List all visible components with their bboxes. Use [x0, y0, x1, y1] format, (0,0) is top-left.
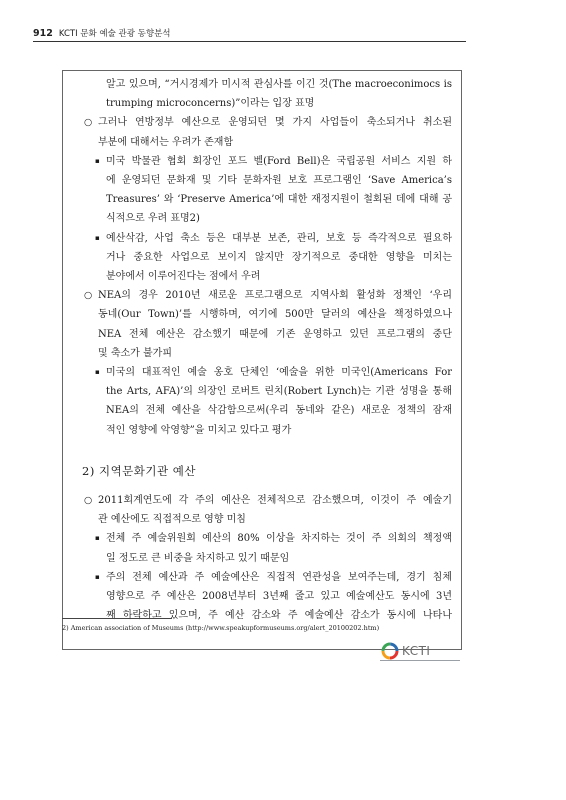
- circle-bullet-icon: ○: [84, 495, 93, 507]
- text-line: 에 운영되던 문화재 및 기타 문화자원 보호 프로그램인 ‘Save America’s: [106, 175, 452, 187]
- text-line: 적인 영향에 악영향”을 미치고 있다고 평가: [106, 424, 292, 436]
- page-header: [33, 26, 533, 40]
- footnote-rule: [62, 618, 172, 619]
- text-line: 미국의 대표적인 예술 옹호 단체인 ‘예술을 위한 미국인(Americans For: [106, 367, 452, 379]
- text-line: 주의 전체 예산과 주 예술예산은 직접적 연관성을 보여주는데, 경기 침체: [106, 571, 452, 583]
- text-line: 일 정도로 큰 비중을 차지하고 있기 때문임: [106, 552, 290, 564]
- text-line: 예산삭감, 사업 축소 등은 대부분 보존, 관리, 보호 등 즉각적으로 필요하: [106, 232, 452, 244]
- circle-bullet-item: [62, 286, 462, 363]
- text-line: 알고 있으며, “거시경제가 미시적 관심사를 이긴 것(The macroeconimocs is: [106, 79, 452, 90]
- circle-bullet-icon: ○: [84, 290, 93, 302]
- text-line: 관 예산에도 직접적으로 영향 미침: [98, 514, 246, 526]
- text-line: NEA의 전체 예산을 삭감함으로써(우리 동네와 같은) 새로운 정책의 잠재: [106, 405, 452, 417]
- square-bullet-icon: ▪: [95, 534, 100, 543]
- square-bullet-icon: ▪: [95, 572, 100, 581]
- text-line: 2011회계연도에 각 주의 예산은 전체적으로 감소했으며, 이것이 주 예술기: [98, 495, 452, 507]
- page-number: 912: [33, 27, 53, 39]
- circle-bullet-icon: ○: [84, 117, 93, 129]
- square-bullet-icon: ▪: [95, 368, 100, 377]
- section-heading: 2) 지역문화기관 예산: [82, 463, 196, 478]
- running-title: KCTI 문화 예술 관광 동향분석: [58, 29, 171, 39]
- circle-bullet-item: [62, 113, 462, 151]
- text-line: 동네(Our Town)’를 시행하며, 여기에 500만 달러의 예산을 책정하였으나: [98, 309, 452, 321]
- text-line: 거나 중요한 사업으로 보이지 않지만 장기적으로 중대한 영향을 미치는: [106, 251, 452, 263]
- square-bullet-icon: ▪: [95, 156, 100, 165]
- square-bullet-item: [62, 529, 462, 567]
- square-bullet-item: [62, 363, 462, 440]
- header-rule: [33, 41, 466, 42]
- text-line: 전체 주 예술위원회 예산의 80% 이상을 차지하는 것이 주 의회의 책정액: [106, 533, 452, 545]
- text-line: Treasures’ 와 ‘Preserve America’에 대한 재정지원이 철회된 데에 대해 공: [106, 194, 452, 206]
- square-bullet-item: [62, 152, 462, 229]
- logo-rule: [380, 660, 460, 661]
- text-line: 미국 박물관 협회 회장인 포드 벨(Ford Bell)은 국립공원 서비스 지원 하: [106, 155, 452, 167]
- text-line: NEA 전체 예산은 감소했기 때문에 기존 운영하고 있던 프로그램의 중단: [98, 328, 452, 340]
- text-line: 그러나 연방정부 예산으로 운영되던 몇 가지 사업들이 축소되거나 취소된: [98, 117, 452, 129]
- text-line: 분야에서 이루어진다는 점에서 우려: [106, 271, 261, 283]
- square-bullet-icon: ▪: [95, 233, 100, 242]
- square-bullet-item: [62, 568, 462, 626]
- document-body: [62, 75, 462, 625]
- kcti-logo: [380, 640, 460, 662]
- text-line: the Arts, AFA)’의 의장인 로버트 린치(Robert Lynch)는 기관 성명을 통해: [106, 386, 452, 398]
- text-line: 째 하락하고 있으며, 주 예산 감소와 주 예술예산 감소가 동시에 나타나: [106, 610, 452, 622]
- text-line: 영향으로 주 예산은 2008년부터 3년째 줄고 있고 예술예산도 동시에 3년: [106, 591, 452, 603]
- text-line: 식적으로 우려 표명2): [106, 213, 200, 225]
- footnote: 2) American association of Museums (http://www.speakupformuseums.org/alert_20100202.htm): [62, 624, 380, 632]
- kcti-ring-icon: [380, 641, 400, 661]
- circle-bullet-item: [62, 491, 462, 529]
- text-line: 및 축소가 불가피: [98, 347, 172, 359]
- text-line: 부분에 대해서는 우려가 존재함: [98, 136, 234, 148]
- paragraph-continuation: [62, 75, 462, 113]
- text-line: trumping microconcerns)”이라는 입장 표명: [106, 98, 315, 110]
- logo-text: KCTI: [402, 644, 431, 658]
- text-line: NEA의 경우 2010년 새로운 프로그램으로 지역사회 활성화 정책인 ‘우리: [98, 290, 452, 302]
- square-bullet-item: [62, 229, 462, 287]
